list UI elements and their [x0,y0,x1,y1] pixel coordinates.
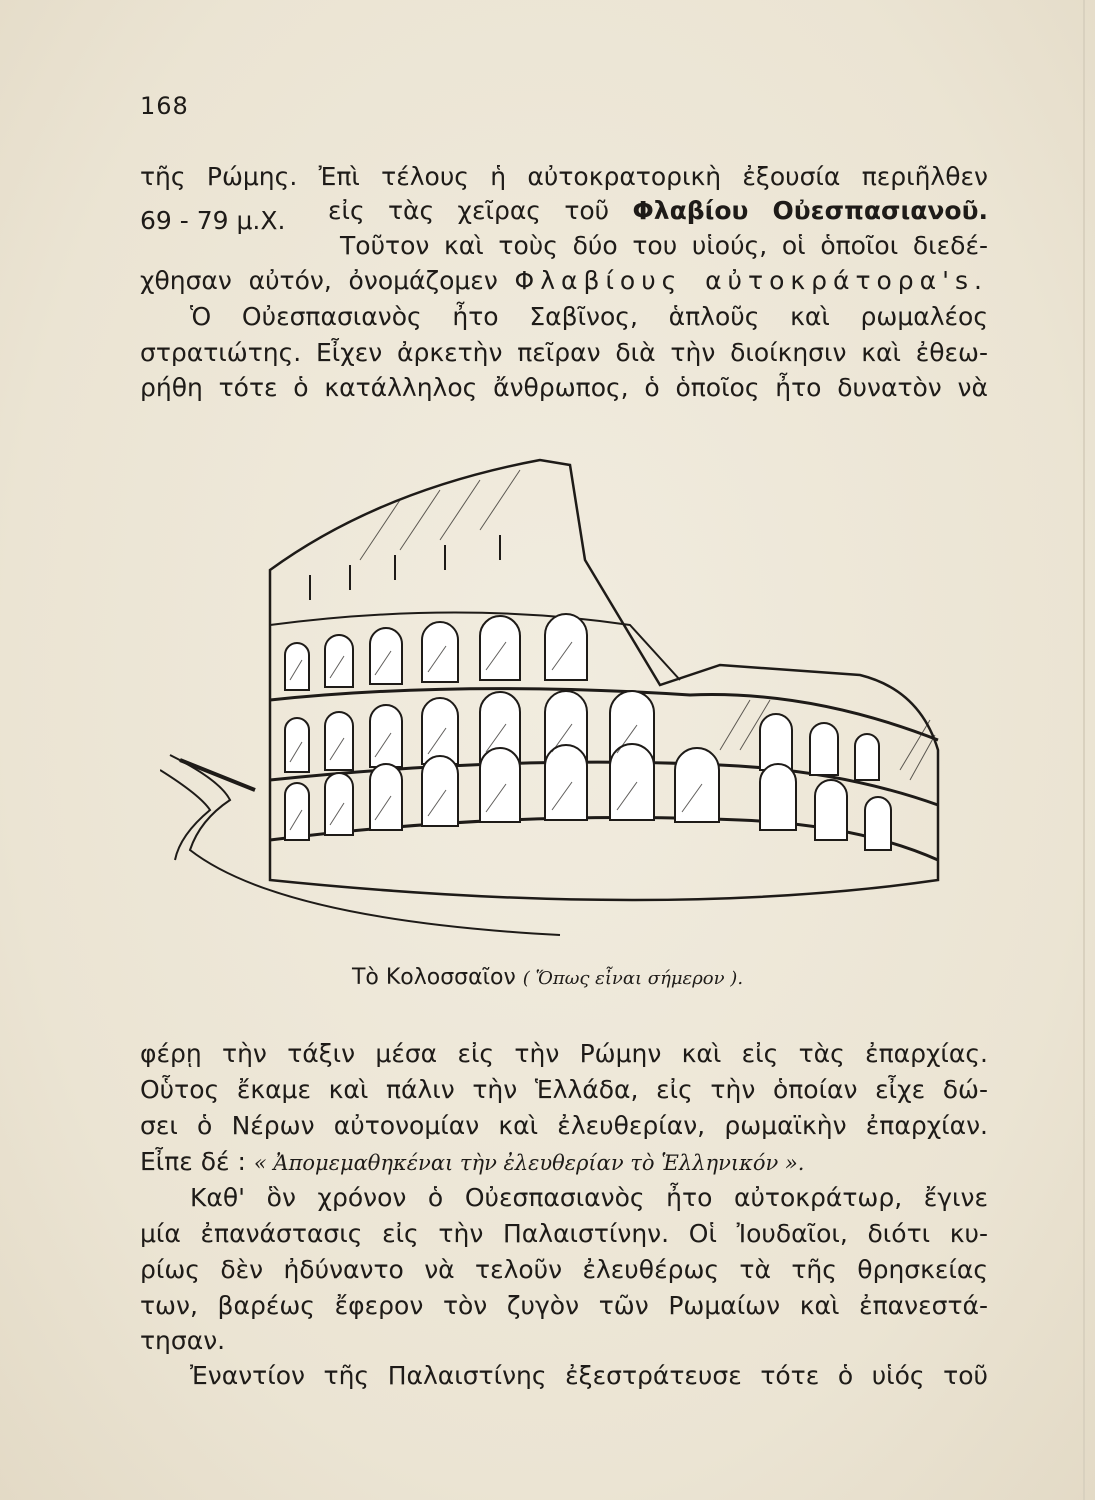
text-line: φέρῃ τὴν τάξιν μέσα εἰς τὴν Ρώμην καὶ εἰς τὰς ἐπαρχίας. [140,1039,988,1068]
text-line: σει ὁ Νέρων αὐτονομίαν καὶ ἐλευθερίαν, ρωμαϊκὴν ἐπαρχίαν. [140,1111,988,1140]
quote-text: « Ἀπομεμαθηκέναι τὴν ἐλευθερίαν τὸ Ἑλληνικόν ». [253,1151,805,1175]
figure-caption [0,965,1095,990]
text-line: μία ἐπανάστασις εἰς τὴν Παλαιστίνην. Οἱ Ἰουδαῖοι, διότι κυ- [140,1219,988,1248]
text-line: τησαν. [140,1326,226,1355]
margin-date-note: 69 - 79 μ.Χ. [140,206,286,235]
text-line: των, βαρέως ἔφερον τὸν ζυγὸν τῶν Ρωμαίων καὶ ἐπανεστά- [140,1291,988,1320]
text-line: ρήθη τότε ὁ κατάλληλος ἄνθρωπος, ὁ ὁποῖος ἦτο δυνατὸν νὰ [140,373,988,402]
text-span: εἰς τὰς χεῖρας τοῦ [328,196,633,225]
caption-italic: ( Ὅπως εἶναι σήμερον ). [522,968,744,989]
caption-main: Τὸ Κολοσσαῖον [351,965,516,990]
page-edge [1083,0,1085,1500]
text-line: Ἐναντίον τῆς Παλαιστίνης ἐξεστράτευσε τότε ὁ υἱός τοῦ [190,1361,988,1390]
text-line: Οὗτος ἔκαμε καὶ πάλιν τὴν Ἑλλάδα, εἰς τὴν ὁποίαν εἶχε δώ- [140,1075,988,1104]
colosseum-illustration [160,450,960,955]
text-line: Καθ' ὃν χρόνον ὁ Οὐεσπασιανὸς ἦτο αὐτοκράτωρ, ἔγινε [190,1183,988,1212]
text-line: ρίως δὲν ἠδύναντο νὰ τελοῦν ἐλευθέρως τὰ τῆς θρησκείας [140,1255,988,1284]
emperor-name: Φλαβίου Οὐεσπασιανοῦ. [632,196,988,225]
text-line: Ὁ Οὐεσπασιανὸς ἦτο Σαβῖνος, ἁπλοῦς καὶ ρωμαλέος [190,302,988,331]
text-span: χθησαν αὐτόν, ὀνομάζομεν [140,266,515,295]
text-line [140,1145,804,1180]
text-line [140,264,988,298]
text-line [328,194,988,228]
text-line: στρατιώτης. Εἶχεν ἀρκετὴν πεῖραν διὰ τὴν διοίκησιν καὶ ἐθεω- [140,338,988,367]
page-number: 168 [140,92,189,120]
text-line: Τοῦτον καὶ τοὺς δύο του υἱούς, οἱ ὁποῖοι διεδέ- [340,231,988,260]
text-line: τῆς Ρώμης. Ἐπὶ τέλους ἡ αὐτοκρατορικὴ ἐξουσία περιῆλθεν [140,162,988,191]
spaced-text: Φλαβίους αὐτοκράτορα's. [514,266,988,295]
text-span: Εἶπε δέ : [140,1147,254,1176]
